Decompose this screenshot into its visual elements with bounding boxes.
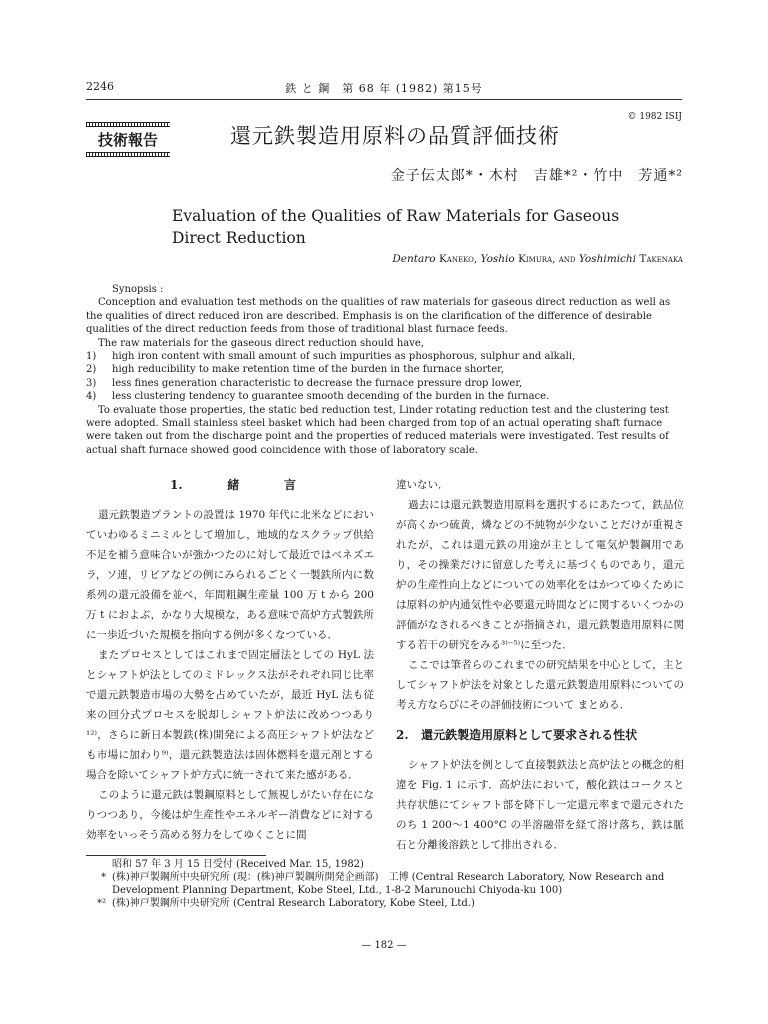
section-title-part: 言 [283, 478, 296, 492]
author-separator-1: , [473, 253, 478, 265]
body-paragraph-continued: 違いない． [396, 479, 449, 491]
body-paragraph: 還元鉄製造プラントの設置は 1970 年代に北米などにおいていわゆるミニミルとして増加し，地域的なスクラップ供給不足を補う意味合いが強かつたのに対して最近ではベネズエラ，ソ連，リビアなどの例にみられるごとく一製鉄所内に数系列の還元設備を並べ，年間粗鋼生産量 100 万 t から 200 万 t におよぶ，かなり大規模な，ある意味で高炉方式製鉄所に一歩近づいた規模を指向する例が多くなつている． [86, 509, 374, 641]
footnote-mark: *² [96, 898, 106, 909]
author3-given: Yoshimichi [578, 253, 637, 265]
list-item-number: 4) [86, 391, 97, 403]
footnote [86, 897, 686, 910]
body-paragraph: またプロセスとしてはこれまで固定層法としての HyL 法とシャフト炉法としてのミドレックス法がそれぞれ同じ比率で還元鉄製造市場の大勢を占めていたが，最近 HyL 法も従来の回分式プロセスを脱却しシャフト炉法に改めつつあり¹²⁾，さらに新日本製鉄(株)開発による高圧シャフト炉法なども市場に加わり⁹⁾，還元鉄製造法は固体燃料を還元剤とする場合を除いてシャフト炉方式に統一されて来た感がある． [86, 649, 374, 781]
author2-given: Yoshio [480, 253, 515, 265]
author-separator-2: , and [552, 253, 576, 265]
section-number: 2. [396, 728, 409, 742]
body-paragraph: シャフト炉法を例として直接製鉄法と高炉法との概念的相違を Fig. 1 に示す．高炉法において，酸化鉄はコークスと共存状態にてシャフト部を降下し一定還元率まで還元されたのち 1 200～1 400°C の半溶融帯を経て溶け落ち，鉄は脈石と分離後溶鉄として排出される． [396, 759, 684, 851]
list-item [86, 363, 686, 376]
list-item [86, 390, 686, 403]
list-item [86, 350, 686, 363]
body-paragraph: ここでは筆者らのこれまでの研究結果を中心として，主としてシャフト炉法を対象とした還元鉄製造用原料についての考え方ならびにその評価技術について まとめる． [396, 659, 684, 711]
synopsis-heading: Synopsis : [112, 284, 164, 295]
title-japanese: 還元鉄製造用原料の品質評価技術 [230, 124, 560, 148]
list-item-text: high iron content with small amount of such impurities as phosphorous, sulphur and alkali, [112, 351, 576, 363]
list-item-number: 2) [86, 364, 97, 376]
body-paragraph: このように還元鉄は製鋼原料として無視しがたい存在になりつつあり，今後は炉生産性やエネルギー消費などに対する効率をいっそう高める努力をしてゆくことに間 [86, 789, 374, 841]
authors-japanese: 金子伝太郎*・木村 吉雄*²・竹中 芳通*² [390, 168, 683, 184]
footnote-mark: * [101, 872, 106, 883]
synopsis [86, 283, 686, 457]
synopsis-para: To evaluate those properties, the static bed reduction test, Linder rotating reduction test and the clustering test were adopted. Small stainless steel basket which had been charged from top of an actual operating shaft furnace were taken out from the discharge point and the properties of reduced materials were investigated. Test results of actual shaft furnace showed good coincidence with those of laboratory scale. [86, 404, 669, 456]
section-title-part: 緒 [227, 478, 240, 492]
footnotes [86, 858, 686, 910]
body-column-right [396, 475, 684, 855]
tag-rule-bottom [86, 152, 170, 157]
footnote-text: 昭和 57 年 3 月 15 日受付 (Received Mar. 15, 1982) [112, 859, 364, 870]
list-item-number: 1) [86, 351, 97, 363]
page-folio: — 182 — [361, 940, 407, 951]
section-heading-1 [86, 475, 374, 495]
tag-label: 技術報告 [97, 131, 158, 149]
footnote-text: (株)神戸製鋼所中央研究所 (現：(株)神戸製鋼所開発企画部) 工博 (Central Research Laboratory, Now Research and Development Planning Department, Kobe Steel, Ltd., 1-8-2 Marunouchi Chiyoda-ku 100) [112, 872, 665, 896]
footnote-rule [86, 855, 266, 856]
copyright: © 1982 ISIJ [627, 112, 682, 122]
section-heading-2 [396, 725, 684, 745]
list-item-text: less fines generation characteristic to decrease the furnace pressure drop lower, [112, 377, 523, 389]
list-item-number: 3) [86, 377, 97, 389]
authors-english [240, 253, 683, 265]
page-number: 2246 [86, 80, 114, 93]
article-category-tag [86, 122, 170, 157]
footnote [86, 871, 686, 897]
list-item [86, 377, 686, 390]
author1-family: Kaneko [438, 253, 474, 265]
section-title: 還元鉄製造用原料として要求される性状 [421, 728, 638, 742]
title-english-line1: Evaluation of the Qualities of Raw Materials for Gaseous [172, 207, 620, 225]
footnote-mark [86, 858, 112, 871]
body-paragraph: 過去には還元鉄製造用原料を選択するにあたつて，鉄品位が高くかつ硫黄，燐などの不純物が少ないことだけが重視されたが，これは還元鉄の用途が主として電気炉製鋼用であり，その操業だけに留意した考えに基づくものであり，還元炉の生産性向上などについての効率化をはかつてゆくためには原料の炉内通気性や必要還元時間などに関するいくつかの評価がなされるべきことが指摘され，還元鉄製造用原料に関する若干の研究をみる³⁾⁻⁵⁾に至つた． [396, 499, 684, 651]
synopsis-list [86, 350, 686, 404]
synopsis-para: The raw materials for the gaseous direct reduction should have, [98, 337, 424, 349]
list-item-text: less clustering tendency to guarantee smooth decending of the burden in the furnace. [112, 391, 550, 403]
section-number: 1. [170, 478, 183, 492]
author1-given: Dentaro [392, 253, 436, 265]
journal-header: 鉄 と 鋼 第 68 年 (1982) 第15号 [285, 82, 483, 95]
footnote [86, 858, 686, 871]
list-item-text: high reducibility to make retention time of the burden in the furnace shorter, [112, 364, 504, 376]
footnote-text: (株)神戸製鋼所中央研究所 (Central Research Laboratory, Kobe Steel, Ltd.) [112, 898, 475, 909]
author2-family: Kimura [518, 253, 553, 265]
synopsis-para: Conception and evaluation test methods on the qualities of raw materials for gaseous direct reduction as well as the qualities of direct reduced iron are described. Emphasis is on the clarification of the difference of desirable qualities of the direct reduction feeds from those of traditional blast furnace feeds. [86, 297, 671, 336]
title-english-line2: Direct Reduction [172, 229, 306, 247]
author3-family: Takenaka [639, 253, 683, 265]
header-rule [86, 99, 682, 100]
title-english [172, 205, 672, 249]
body-column-left [86, 475, 374, 845]
